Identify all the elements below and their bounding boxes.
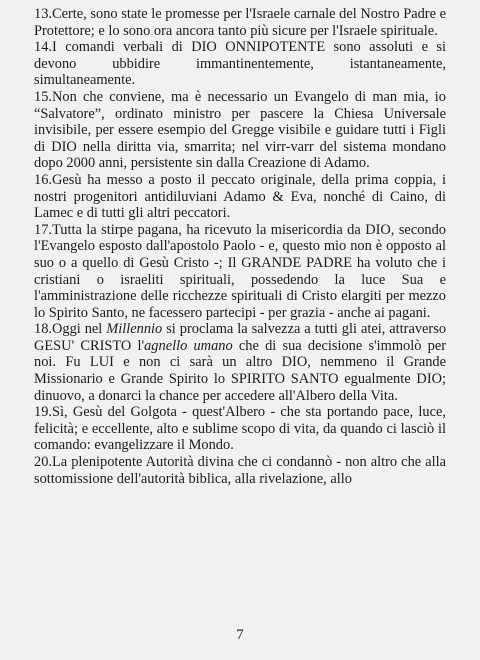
- paragraph-15-text: 15.Non che conviene, ma è necessario un Evangelo di man mia, io “Salvatore”, ordinato ministro per pascere la Chiesa Universale invisibile, per essere esempio del Gregge visibile e guidare tutti i Figli di DIO nella diritta via, smarrita; nel virr-varr del sistema mondano dopo 2000 anni, persistente sin dalla Creazione di Adamo.: [34, 88, 446, 172]
- body-text: [34, 6, 446, 487]
- paragraph-18: [34, 321, 446, 404]
- paragraph-16-text: 16.Gesù ha messo a posto il peccato originale, della prima coppia, i nostri progenitori antidiluviani Adamo & Eva, nonché di Caino, di Lamec e di tutti gli altri peccatori.: [34, 171, 446, 222]
- page-number: 7: [236, 627, 244, 643]
- paragraph-17-text: 17.Tutta la stirpe pagana, ha ricevuto la misericordia da DIO, secondo l'Evangelo esposto dall'apostolo Paolo - e, questo mio non è opposto al suo o a quello di Gesù Cristo -; Il GRANDE PADRE ha voluto che i cristiani o israeliti spirituali, possedendo la luce Sua e l'amministrazione delle ricchezze spirituali di Cristo elargiti per mezzo lo Spirito Santo, ne facessero partecipi - per grazia - anche ai pagani.: [34, 221, 446, 321]
- paragraph-14-text: 14.I comandi verbali di DIO ONNIPOTENTE sono assoluti e si devono ubbidire immantinentemente, istantaneamente, simultaneamente.: [34, 39, 446, 89]
- paragraph-13-text: 13.Certe, sono state le promesse per l'Israele carnale del Nostro Padre e Protettore; e lo sono ora ancora tanto più sicure per l'Israele spirituale.: [34, 6, 446, 39]
- paragraph-15: [34, 89, 446, 172]
- paragraph-17: [34, 222, 446, 322]
- paragraph-19-text: 19.Sì, Gesù del Golgota - quest'Albero - che sta portando pace, luce, felicità; e eccellente, alto e sublime scopo di vita, da quando ci lasciò il comando: evangelizzare il Mondo.: [34, 404, 446, 454]
- paragraph-18-text-3: che di sua decisione s'immolò per noi. Fu LUI e non ci sarà un altro DIO, nemmeno il Grande Missionario e Grande Spirito lo SPIRITO SANTO egualmente DIO; dinuovo, a donarci la chance per accedere all'Albero della Vita.: [34, 337, 446, 404]
- paragraph-18-text-2: si proclama la salvezza a tutti gli atei, attraverso GESU' CRISTO l': [34, 321, 447, 354]
- paragraph-20-text: 20.La plenipotente Autorità divina che ci condannò - non altro che alla sottomissione dell'autorità biblica, alla rivelazione, allo: [34, 454, 446, 487]
- paragraph-18-italic-millennio: Millennio: [106, 321, 163, 338]
- paragraph-19: [34, 404, 446, 454]
- paragraph-18-text-1: 18.Oggi nel: [34, 321, 107, 338]
- paragraph-14: [34, 39, 446, 89]
- paragraph-16: [34, 172, 446, 222]
- paragraph-18-italic-agnello: agnello umano: [144, 337, 233, 354]
- paragraph-13: [34, 6, 446, 39]
- paragraph-20: [34, 454, 446, 487]
